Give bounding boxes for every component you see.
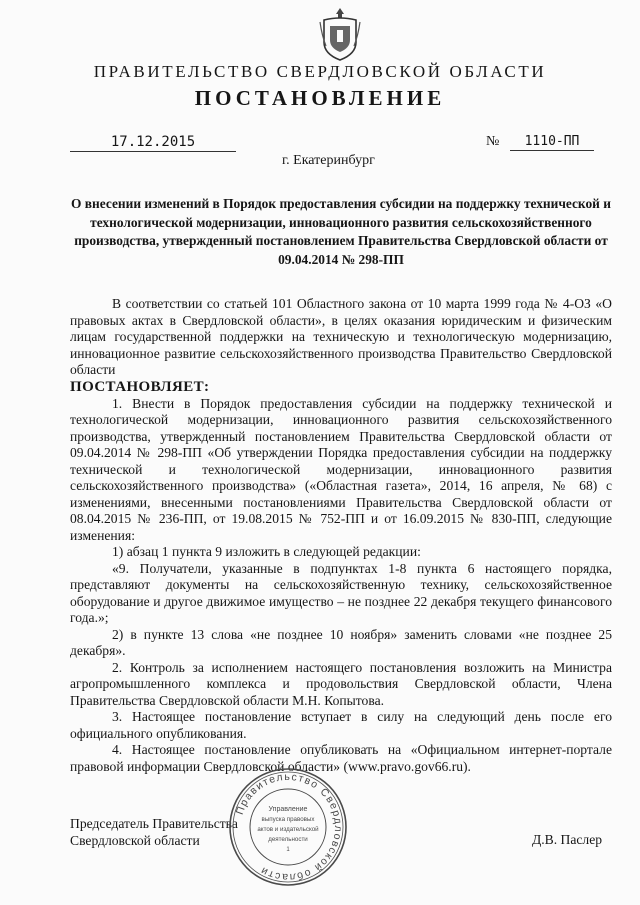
coat-of-arms-icon xyxy=(318,6,362,62)
signatory-position-line2: Свердловской области xyxy=(70,833,200,848)
stamp-center-line2: выпуска правовых xyxy=(261,816,315,823)
official-stamp xyxy=(226,765,350,889)
stamp-center-line4: деятельности xyxy=(268,836,308,843)
government-name: ПРАВИТЕЛЬСТВО СВЕРДЛОВСКОЙ ОБЛАСТИ xyxy=(93,62,547,81)
clause-4: 4. Настоящее постановление опубликовать на «Официальном интернет-портале правовой информации Свердловской области» (www.pravo.gov66.ru). xyxy=(70,742,612,774)
clause-1-item-2: 2) в пункте 13 слова «не позднее 10 ноября» заменить словами «не позднее 25 декабря». xyxy=(70,626,612,658)
clause-1-item-1-quote: «9. Получатели, указанные в подпунктах 1-8 пункта 6 настоящего порядка, представляют документы на сельскохозяйственную технику, сельскохозяйственное оборудование и другое движимое имущество – не позднее 22 декабря текущего финансового года.»; xyxy=(70,560,612,625)
document-type: ПОСТАНОВЛЕНИЕ xyxy=(194,86,446,110)
clause-2: 2. Контроль за исполнением настоящего постановления возложить на Министра агропромышленного комплекса и продовольствия Свердловской области, Члена Правительства Свердловской области М.Н. Копытова. xyxy=(70,659,612,708)
document-number: 1110-ПП xyxy=(510,134,594,151)
clause-1: 1. Внести в Порядок предоставления субсидии на поддержку технической и технологической модернизации, инновационного развития сельскохозяйственного производства, утвержденный постановлением Правительства Свердловской области от 09.04.2014 № 298-ПП «Об утверждении Порядка предоставления субсидии на поддержку технической и технологической модернизации, инновационного развития сельскохозяйственного производства» («Областная газета», 2014, 16 апреля, № 68) с изменениями, внесенными постановлениями Правительства Свердловской области от 08.04.2015 № 236-ПП, от 19.08.2015 № 752-ПП и от 16.09.2015 № 830-ПП, следующие изменения: xyxy=(70,395,612,543)
signatory-position-line1: Председатель Правительства xyxy=(70,816,238,831)
document-heading: О внесении изменений в Порядок предоставления субсидии на поддержку технической и технологической модернизации, инновационного развития сельскохозяйственного производства, утвержденный постановлением Правительства Свердловской области от 09.04.2014 № 298-ПП xyxy=(71,196,611,267)
signatory-position xyxy=(70,815,238,849)
clause-3: 3. Настоящее постановление вступает в силу на следующий день после его официального опубликования. xyxy=(70,709,612,741)
number-label: № xyxy=(486,134,500,149)
stamp-ring-text: Правительство Свердловской области xyxy=(233,770,345,884)
preamble-paragraph: В соответствии со статьей 101 Областного закона от 10 марта 1999 года № 4-ОЗ «О правовых актах в Свердловской области», в целях оказания юридическим и физическим лицам государственной поддержки на техническую и технологическую модернизацию, инновационное развитие сельскохозяйственного производства Правительство Свердловской области xyxy=(70,296,612,377)
stamp-center-line1: Управление xyxy=(268,806,308,813)
stamp-center-line3: актов и издательской xyxy=(257,826,319,833)
resolves-heading: ПОСТАНОВЛЯЕТ: xyxy=(70,378,210,395)
signatory-name: Д.В. Паслер xyxy=(532,832,603,847)
document-date: 17.12.2015 xyxy=(70,134,236,152)
document-body xyxy=(70,296,612,775)
stamp-center-line5: 1 xyxy=(286,847,290,853)
city-name: г. Екатеринбург xyxy=(282,153,375,168)
clause-1-item-1: 1) абзац 1 пункта 9 изложить в следующей редакции: xyxy=(112,544,421,559)
